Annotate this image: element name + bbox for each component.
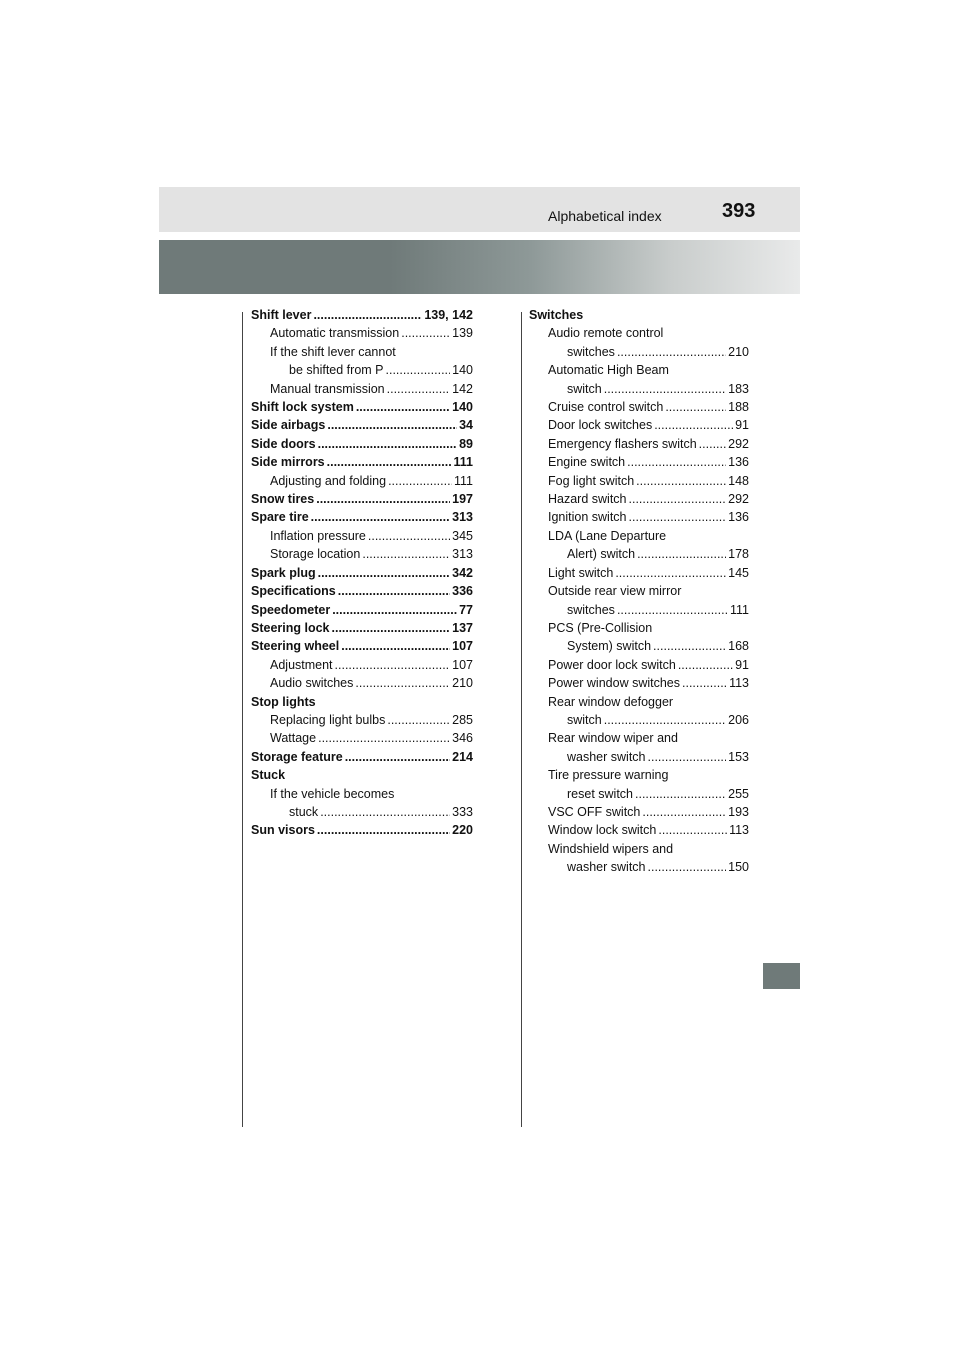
entry-text: VSC OFF switch: [548, 804, 641, 819]
header-banner: [159, 240, 800, 294]
page-reference[interactable]: 336: [452, 584, 473, 599]
entry-text: Adjustment: [270, 657, 333, 672]
page-reference[interactable]: 313: [452, 547, 473, 562]
entry-text: Replacing light bulbs: [270, 712, 386, 727]
dot-leader: [311, 508, 450, 526]
page-reference[interactable]: 145: [728, 565, 749, 580]
dot-leader: [617, 343, 726, 361]
index-subentry: [529, 324, 749, 342]
index-subentry: [529, 582, 749, 600]
entry-text: washer switch: [567, 749, 646, 764]
dot-leader: [356, 398, 450, 416]
entry-text: Windshield wipers and: [548, 841, 674, 856]
entry-text: Adjusting and folding: [270, 473, 387, 488]
page-reference[interactable]: 333: [452, 804, 473, 819]
page-reference[interactable]: 197: [452, 492, 473, 507]
index-entry: [529, 306, 749, 324]
index-entry: [251, 453, 473, 471]
index-subentry: [529, 472, 749, 490]
dot-leader: [699, 435, 726, 453]
index-entry: [251, 416, 473, 434]
page-reference[interactable]: 107: [452, 639, 473, 654]
index-entry: [251, 601, 473, 619]
dot-leader: [604, 711, 726, 729]
page-reference[interactable]: 206: [728, 712, 749, 727]
index-subentry: [529, 711, 749, 729]
page-reference[interactable]: 139, 142: [424, 308, 473, 322]
index-entry: [251, 435, 473, 453]
dot-leader: [341, 637, 450, 655]
dot-leader: [629, 490, 727, 508]
index-subentry: [251, 803, 473, 821]
index-subentry: [251, 380, 473, 398]
index-subentry: [529, 656, 749, 674]
index-subentry: [529, 840, 749, 858]
dot-leader: [338, 582, 450, 600]
dot-leader: [318, 729, 450, 747]
entry-text: switch: [567, 712, 602, 727]
dot-leader: [615, 564, 726, 582]
dot-leader: [401, 324, 450, 342]
entry-text: Steering wheel: [251, 639, 340, 654]
entry-text: Engine switch: [548, 455, 626, 470]
dot-leader: [318, 435, 458, 453]
page-reference[interactable]: 210: [728, 344, 749, 359]
index-subentry: [529, 821, 749, 839]
column-divider-left: [242, 312, 243, 1127]
dot-leader: [653, 637, 726, 655]
entry-text: Fog light switch: [548, 473, 635, 488]
dot-leader: [678, 656, 733, 674]
column-divider-right: [521, 312, 522, 1127]
entry-text: LDA (Lane Departure: [548, 528, 667, 543]
section-title: Alphabetical index: [548, 208, 662, 224]
index-subentry: [251, 343, 473, 361]
index-column-right: [529, 306, 749, 877]
entry-text: Audio switches: [270, 676, 354, 691]
entry-text: reset switch: [567, 786, 633, 801]
index-subentry: [529, 545, 749, 563]
entry-text: Emergency flashers switch: [548, 436, 697, 451]
index-subentry: [529, 508, 749, 526]
entry-text: Window lock switch: [548, 823, 657, 838]
entry-text: Automatic transmission: [270, 326, 400, 341]
index-entry: [251, 582, 473, 600]
dot-leader: [388, 472, 452, 490]
index-subentry: [529, 490, 749, 508]
entry-text: Stop lights: [251, 694, 316, 709]
index-subentry: [529, 398, 749, 416]
index-subentry: [529, 619, 749, 637]
dot-leader: [313, 306, 422, 324]
entry-text: If the vehicle becomes: [270, 786, 395, 801]
index-subentry: [251, 656, 473, 674]
index-subentry: [529, 803, 749, 821]
dot-leader: [332, 619, 451, 637]
page-reference[interactable]: 77: [459, 602, 473, 617]
dot-leader: [648, 858, 727, 876]
dot-leader: [604, 380, 726, 398]
index-entry: [251, 821, 473, 839]
entry-text: Side mirrors: [251, 455, 325, 470]
page-reference[interactable]: 148: [728, 473, 749, 488]
entry-text: Automatic High Beam: [548, 363, 669, 378]
index-subentry: [251, 785, 473, 803]
page-reference[interactable]: 140: [452, 400, 473, 415]
entry-text: Shift lock system: [251, 400, 354, 415]
dot-leader: [345, 748, 450, 766]
dot-leader: [320, 803, 450, 821]
dot-leader: [617, 601, 728, 619]
entry-text: Side doors: [251, 436, 316, 451]
page-reference[interactable]: 111: [453, 455, 473, 470]
index-subentry: [529, 435, 749, 453]
entry-text: Steering lock: [251, 620, 330, 635]
page-reference[interactable]: 91: [735, 657, 749, 672]
index-subentry: [529, 674, 749, 692]
index-thumb-tab[interactable]: [763, 963, 800, 989]
page-reference[interactable]: 255: [728, 786, 749, 801]
index-entry: [251, 564, 473, 582]
page-reference[interactable]: 150: [728, 860, 749, 875]
dot-leader: [648, 748, 727, 766]
entry-text: Hazard switch: [548, 492, 627, 507]
page-reference[interactable]: 188: [728, 400, 749, 415]
entry-text: If the shift lever cannot: [270, 344, 396, 359]
page-reference[interactable]: 136: [728, 455, 749, 470]
index-entry: [251, 748, 473, 766]
dot-leader: [317, 821, 450, 839]
index-entry: [251, 306, 473, 324]
index-subentry: [529, 564, 749, 582]
index-subentry: [529, 693, 749, 711]
dot-leader: [327, 416, 457, 434]
dot-leader: [637, 545, 726, 563]
entry-text: Storage feature: [251, 749, 343, 764]
page-reference[interactable]: 193: [728, 804, 749, 819]
entry-text: Outside rear view mirror: [548, 584, 682, 599]
entry-text: PCS (Pre-Collision: [548, 620, 653, 635]
header-bar: [159, 187, 800, 232]
index-subentry: [529, 785, 749, 803]
entry-text: Speedometer: [251, 602, 331, 617]
entry-text: Specifications: [251, 584, 336, 599]
page-number: 393: [722, 200, 756, 222]
index-subentry: [251, 472, 473, 490]
entry-text: Light switch: [548, 565, 614, 580]
entry-text: Door lock switches: [548, 418, 653, 433]
dot-leader: [318, 564, 451, 582]
entry-text: Manual transmission: [270, 381, 385, 396]
dot-leader: [387, 380, 451, 398]
page-reference[interactable]: 153: [728, 749, 749, 764]
entry-text: stuck: [289, 804, 319, 819]
page-reference[interactable]: 107: [452, 657, 473, 672]
dot-leader: [335, 656, 451, 674]
page-reference[interactable]: 345: [452, 528, 473, 543]
dot-leader: [636, 472, 726, 490]
dot-leader: [386, 361, 451, 379]
index-subentry: [529, 766, 749, 784]
page-reference[interactable]: 111: [453, 473, 473, 488]
index-subentry: [251, 674, 473, 692]
entry-text: Spark plug: [251, 565, 316, 580]
entry-text: Switches: [529, 308, 584, 322]
page-reference[interactable]: 292: [728, 492, 749, 507]
index-subentry: [529, 527, 749, 545]
entry-text: Power window switches: [548, 676, 680, 691]
index-subentry: [529, 416, 749, 434]
entry-text: Audio remote control: [548, 326, 664, 341]
page-reference[interactable]: 346: [452, 731, 473, 746]
index-subentry: [251, 729, 473, 747]
entry-text: Rear window wiper and: [548, 731, 678, 746]
page-reference[interactable]: 178: [728, 547, 749, 562]
dot-leader: [642, 803, 726, 821]
page-reference[interactable]: 168: [728, 639, 749, 654]
dot-leader: [362, 545, 450, 563]
entry-text: Storage location: [270, 547, 361, 562]
index-subentry: [529, 748, 749, 766]
page-reference[interactable]: 140: [452, 363, 473, 378]
entry-text: Sun visors: [251, 823, 315, 838]
index-subentry: [529, 729, 749, 747]
page-reference[interactable]: 210: [452, 676, 473, 691]
index-entry: [251, 508, 473, 526]
index-subentry: [529, 361, 749, 379]
index-subentry: [529, 453, 749, 471]
page-reference[interactable]: 89: [459, 436, 473, 451]
entry-text: Tire pressure warning: [548, 768, 669, 783]
index-subentry: [251, 527, 473, 545]
entry-text: Alert) switch: [567, 547, 636, 562]
entry-text: Rear window defogger: [548, 694, 674, 709]
dot-leader: [654, 416, 733, 434]
dot-leader: [665, 398, 726, 416]
entry-text: Inflation pressure: [270, 528, 366, 543]
entry-text: Side airbags: [251, 418, 326, 433]
entry-text: switches: [567, 344, 615, 359]
index-entry: [251, 398, 473, 416]
index-entry: [251, 637, 473, 655]
dot-leader: [629, 508, 727, 526]
index-subentry: [251, 545, 473, 563]
page-reference[interactable]: 292: [728, 436, 749, 451]
dot-leader: [627, 453, 726, 471]
index-entry: [251, 619, 473, 637]
page-reference[interactable]: 313: [452, 510, 473, 525]
entry-text: Stuck: [251, 768, 286, 783]
page-reference[interactable]: 34: [459, 418, 473, 433]
entry-text: be shifted from P: [289, 363, 384, 378]
index-column-left: [251, 306, 473, 840]
page-reference[interactable]: 111: [729, 602, 749, 617]
dot-leader: [658, 821, 727, 839]
index-entry: [251, 766, 473, 784]
page-reference[interactable]: 342: [452, 565, 473, 580]
entry-text: switches: [567, 602, 615, 617]
dot-leader: [332, 601, 457, 619]
entry-text: System) switch: [567, 639, 652, 654]
page-reference[interactable]: 220: [452, 823, 473, 838]
index-subentry: [529, 601, 749, 619]
page-reference[interactable]: 91: [735, 418, 749, 433]
entry-text: Shift lever: [251, 308, 312, 322]
index-subentry: [251, 324, 473, 342]
index-subentry: [251, 361, 473, 379]
index-subentry: [529, 343, 749, 361]
index-entry: [251, 693, 473, 711]
entry-text: Power door lock switch: [548, 657, 676, 672]
dot-leader: [316, 490, 450, 508]
page-reference[interactable]: 285: [452, 712, 473, 727]
page-reference[interactable]: 113: [729, 823, 749, 838]
entry-text: washer switch: [567, 860, 646, 875]
index-entry: [251, 490, 473, 508]
page-reference[interactable]: 214: [452, 749, 473, 764]
index-subentry: [529, 637, 749, 655]
dot-leader: [355, 674, 450, 692]
entry-text: Spare tire: [251, 510, 309, 525]
page-reference[interactable]: 137: [452, 620, 473, 635]
dot-leader: [327, 453, 452, 471]
dot-leader: [682, 674, 727, 692]
dot-leader: [387, 711, 450, 729]
page-reference[interactable]: 142: [452, 381, 473, 396]
page-reference[interactable]: 113: [729, 676, 749, 691]
entry-text: Wattage: [270, 731, 317, 746]
dot-leader: [368, 527, 450, 545]
page-reference[interactable]: 136: [728, 510, 749, 525]
entry-text: Cruise control switch: [548, 400, 664, 415]
index-subentry: [251, 711, 473, 729]
entry-text: Ignition switch: [548, 510, 627, 525]
entry-text: Snow tires: [251, 492, 315, 507]
index-subentry: [529, 380, 749, 398]
index-subentry: [529, 858, 749, 876]
page-reference[interactable]: 139: [452, 326, 473, 341]
entry-text: switch: [567, 381, 602, 396]
page-reference[interactable]: 183: [728, 381, 749, 396]
dot-leader: [635, 785, 726, 803]
